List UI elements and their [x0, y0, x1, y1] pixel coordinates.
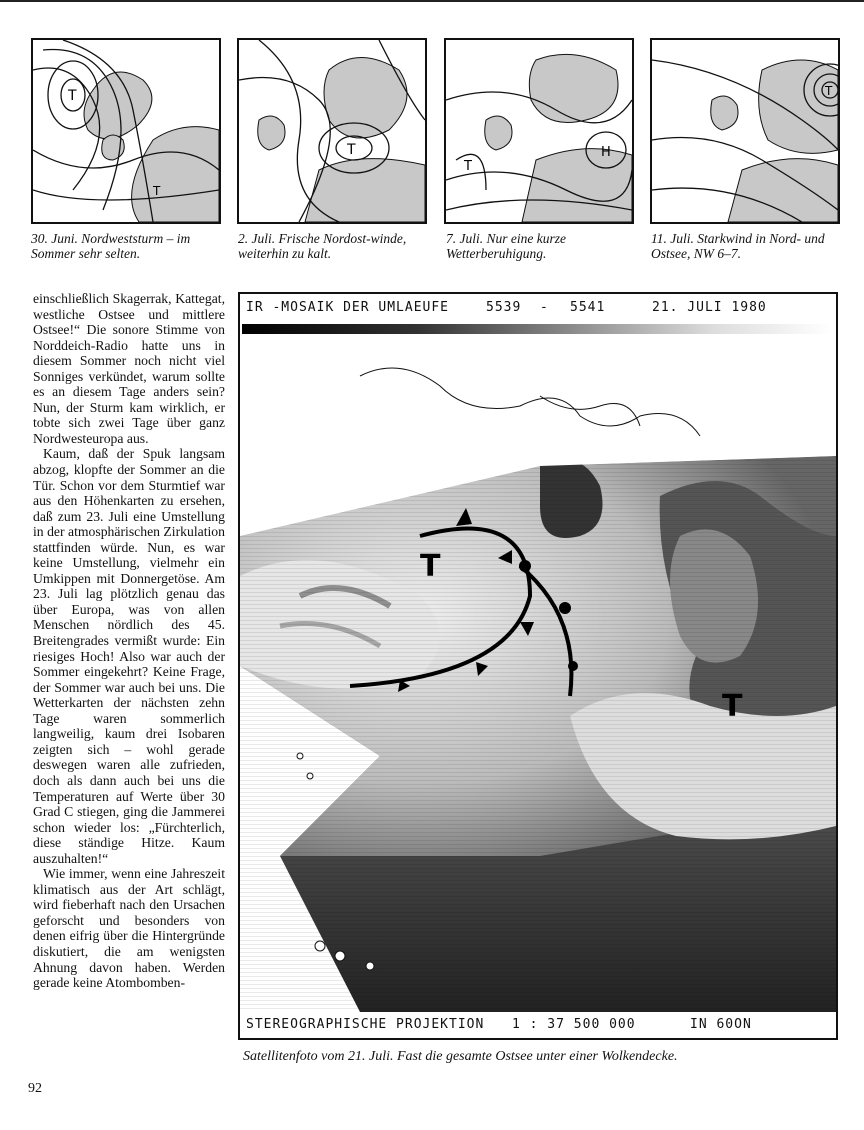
- article-text: [33, 291, 225, 991]
- svg-text:T: T: [153, 184, 161, 198]
- satellite-orbit-dash: -: [540, 299, 549, 315]
- map-caption-1: 30. Juni. Nordweststurm – im Sommer sehr selten.: [31, 231, 191, 261]
- satellite-title: IR -MOSAIK DER UMLAEUFE: [246, 299, 450, 315]
- satellite-footer: [240, 1012, 836, 1038]
- page-number: 92: [28, 1081, 42, 1096]
- satellite-scale: 1 : 37 500 000: [512, 1017, 636, 1032]
- article-paragraph-2: Kaum, daß der Spuk langsam abzog, klopfte der Sommer an die Tür. Schon vor dem Sturmtief war aus den Höhenkarten zu ersehen, daß zum 23. Juli eine Umstellung in der atmosphärischen Zirkulation stattfinden würde. Nun, es war keine Umstellung, vielmehr ein Umkippen mit Donnergetöse. Am 23. Juli lag plötzlich genau das über Europa, was von allen Menschen nördlich des 45. Breitengrades vermißt wurde: Ein riesiges Hoch! Also war auch der Sommer eingekehrt? Keine Frage, der Sommer war auch bei uns. Die Wetterkarten der nächsten zehn Tage waren sommerlich langweilig, kaum drei Isobaren zeigten sich – wohl gerade deswegen waren alle zufrieden, doch als dann auch bei uns die Temperaturen auf Werte über 30 Grad C stiegen, ging die Jammerei schon wieder los: „Fürchterlich, diese ständige Hitze. Kaum auszuhalten!“: [33, 446, 225, 866]
- svg-text:H: H: [601, 145, 611, 160]
- satellite-image: [238, 292, 838, 1040]
- satellite-date: 21. JULI 1980: [652, 299, 767, 315]
- article-paragraph-1: einschließlich Skagerrak, Kattegat, westliche Ostsee und mittlere Ostsee!“ Die sonore Stimme von Norddeich-Radio hatte uns in diesem Sommer noch nicht viel Sonniges verkündet, warum sollte es an diesem Tage anders sein? Nun, der Sturm kam wirklich, er tobte sich zwei Tage über ganz Nordwesteuropa aus.: [33, 291, 225, 446]
- map-caption-2: 2. Juli. Frische Nordost-winde, weiterhin zu kalt.: [238, 231, 407, 261]
- svg-text:T: T: [825, 84, 833, 98]
- svg-text:T: T: [347, 142, 356, 158]
- map-caption-4: 11. Juli. Starkwind in Nord- und Ostsee, NW 6–7.: [651, 231, 825, 261]
- satellite-projection: STEREOGRAPHISCHE PROJEKTION: [246, 1017, 485, 1032]
- weather-map-july-2: [237, 38, 427, 224]
- satellite-orbit-from: 5539: [486, 299, 522, 315]
- svg-text:T: T: [68, 88, 77, 104]
- satellite-orbit-to: 5541: [570, 299, 606, 315]
- weather-map-june-30: [31, 38, 221, 224]
- satellite-latitude: IN 60ON: [690, 1017, 752, 1032]
- grayscale-bar: [242, 324, 832, 334]
- satellite-mosaic: [240, 336, 836, 1012]
- satellite-header: [240, 294, 836, 320]
- svg-text:T: T: [464, 159, 472, 174]
- satellite-caption: Satellitenfoto vom 21. Juli. Fast die gesamte Ostsee unter einer Wolkendecke.: [243, 1049, 678, 1064]
- weather-map-july-7: [444, 38, 634, 224]
- map-caption-3: 7. Juli. Nur eine kurze Wetterberuhigung.: [446, 231, 566, 261]
- svg-text:T: T: [722, 689, 743, 724]
- top-rule: [0, 0, 864, 2]
- svg-text:T: T: [420, 549, 441, 584]
- weather-map-july-11: [650, 38, 840, 224]
- article-paragraph-3: Wie immer, wenn eine Jahreszeit klimatisch aus der Art schlägt, wird fieberhaft nach den Ursachen geforscht und besonders von denen eifrig über die Hintergründe diskutiert, die am wenigsten Ahnung davon haben. Werden gerade keine Atombomben-: [33, 866, 225, 991]
